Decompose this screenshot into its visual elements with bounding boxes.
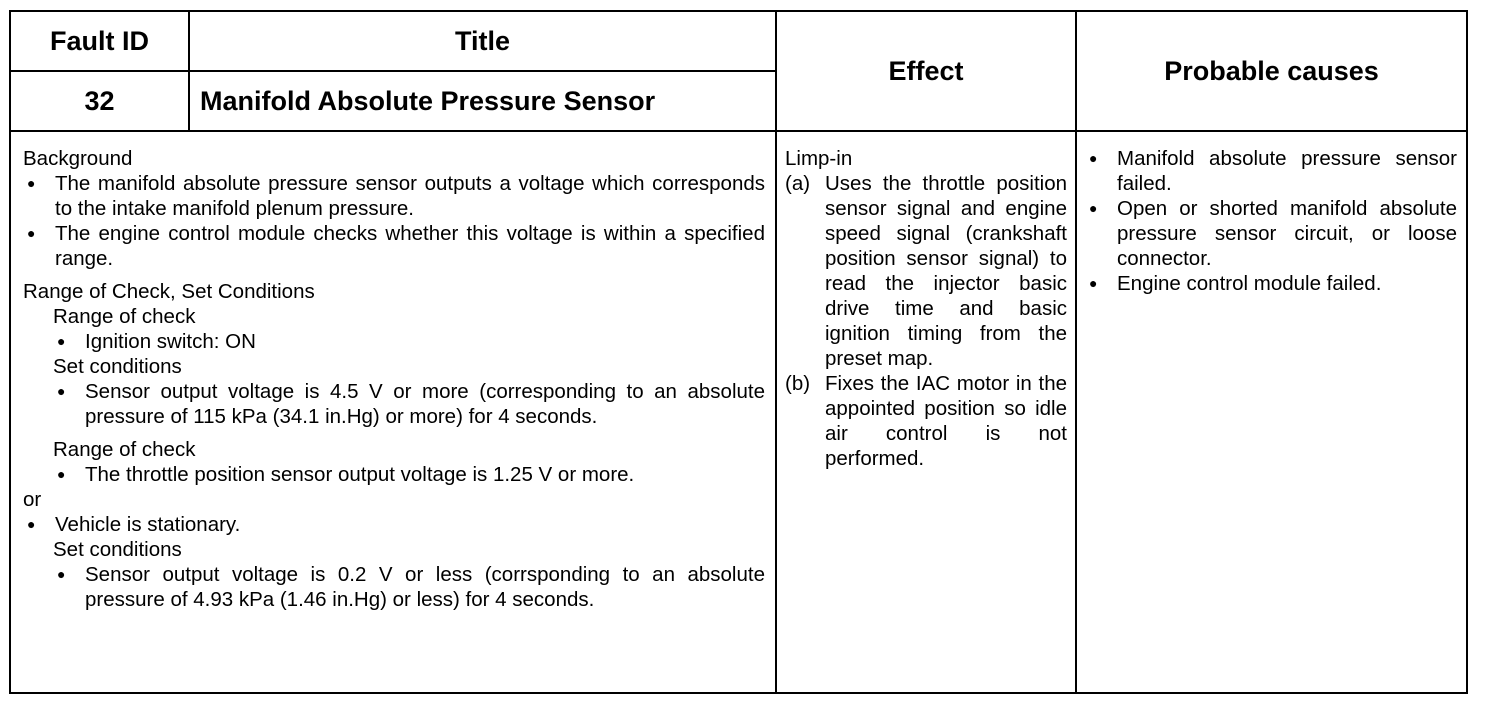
effect-item-b-tag: (b) bbox=[785, 372, 811, 395]
fault-id-value: 32 bbox=[84, 85, 115, 116]
effect-header: Effect bbox=[888, 55, 964, 86]
background-heading: Background bbox=[23, 147, 133, 170]
effect-cell bbox=[785, 146, 1067, 471]
background-bullet: ● The engine control module checks whether this voltage is within a specified range. bbox=[23, 221, 765, 271]
effect-item-b bbox=[785, 371, 1067, 471]
effect-item-b-text: Fixes the IAC motor in the appointed position so idle air control is not performed. bbox=[825, 372, 1067, 470]
range-heading: Range of Check, Set Conditions bbox=[23, 280, 315, 303]
cause-item: ● Manifold absolute pressure sensor failed. bbox=[1085, 146, 1457, 196]
set-conditions-label: Set conditions bbox=[53, 538, 182, 561]
cause-item: ● Open or shorted manifold absolute pressure sensor circuit, or loose connector. bbox=[1085, 196, 1457, 271]
cause-item: ● Engine control module failed. bbox=[1085, 271, 1457, 296]
range-of-check-item: ● The throttle position sensor output voltage is 1.25 V or more. bbox=[53, 462, 765, 487]
fault-table bbox=[9, 10, 1468, 694]
range-of-check-label: Range of check bbox=[53, 438, 196, 461]
effect-item-a bbox=[785, 171, 1067, 371]
title-value: Manifold Absolute Pressure Sensor bbox=[200, 85, 656, 116]
range-of-check-item: ● Vehicle is stationary. bbox=[23, 512, 765, 537]
effect-item-a-tag: (a) bbox=[785, 172, 811, 195]
range-of-check-label: Range of check bbox=[53, 305, 196, 328]
effect-heading: Limp-in bbox=[785, 147, 853, 170]
set-conditions-item: ● Sensor output voltage is 4.5 V or more (corresponding to an absolute pressure of 115 kPa (34.1 in.Hg) or more) for 4 seconds. bbox=[53, 379, 765, 429]
divider-header-body bbox=[11, 130, 1466, 132]
or-label: or bbox=[23, 488, 42, 511]
title-header: Title bbox=[454, 25, 510, 56]
causes-header: Probable causes bbox=[1164, 55, 1379, 86]
background-bullet: ● The manifold absolute pressure sensor outputs a voltage which corresponds to the intake manifold plenum pressure. bbox=[23, 171, 765, 221]
fault-id-header: Fault ID bbox=[50, 25, 149, 56]
range-of-check-item: ● Ignition switch: ON bbox=[53, 329, 765, 354]
conditions-cell bbox=[23, 146, 765, 612]
set-conditions-label: Set conditions bbox=[53, 355, 182, 378]
effect-item-a-text: Uses the throttle position sensor signal and engine speed signal (crankshaft position sensor signal) to read the injector basic drive time and basic ignition timing from the preset map. bbox=[825, 172, 1067, 370]
set-conditions-item: ● Sensor output voltage is 0.2 V or less (corrsponding to an absolute pressure of 4.93 kPa (1.46 in.Hg) or less) for 4 seconds. bbox=[53, 562, 765, 612]
causes-cell bbox=[1085, 146, 1457, 296]
